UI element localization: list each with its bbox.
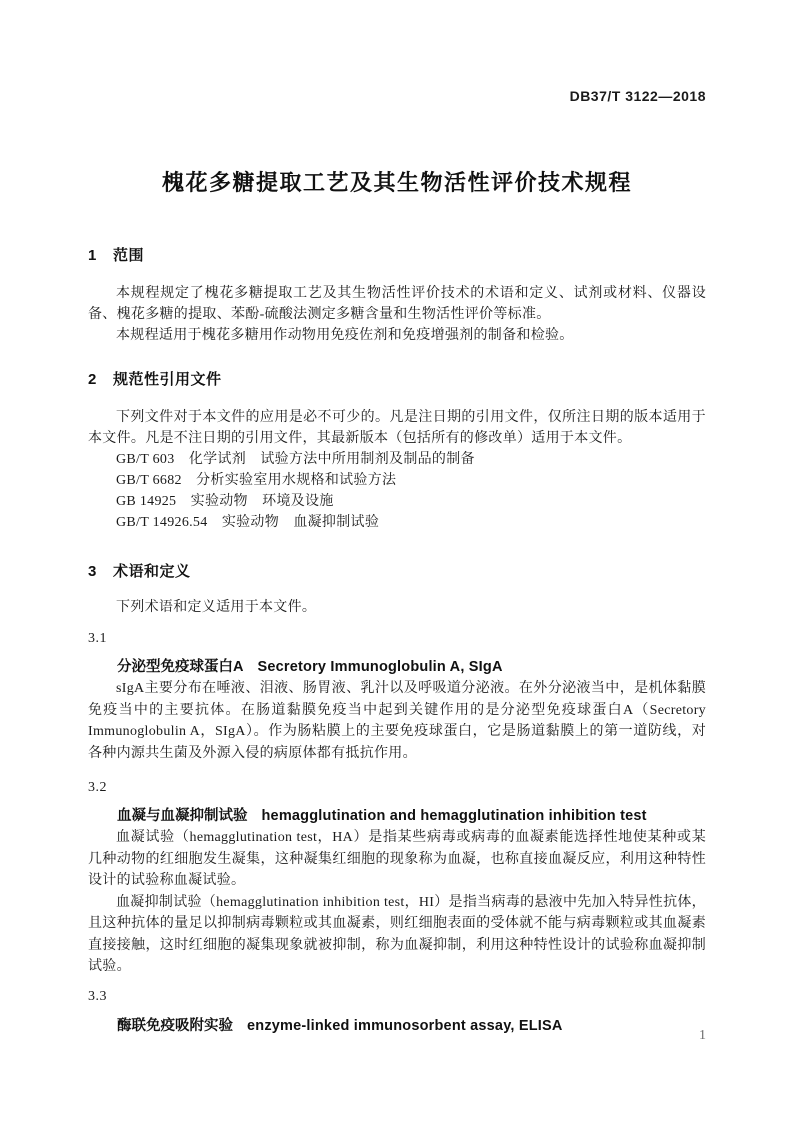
term-3-2-definition-1: 血凝试验（hemagglutination test，HA）是指某些病毒或病毒的血凝素能选择性地使某种或某几种动物的红细胞发生凝集，这种凝集红细胞的现象称为血凝，也称直接血凝反应，利用这种特性设计的试验称血凝试验。: [88, 830, 706, 888]
term-3-1-zh: 分泌型免疫球蛋白A: [117, 659, 244, 675]
section-3-heading: [88, 562, 706, 582]
section-3-title: 术语和定义: [113, 563, 191, 580]
section-2-title: 规范性引用文件: [113, 371, 222, 388]
term-3-2-definition-2: 血凝抑制试验（hemagglutination inhibition test，HI）是指当病毒的悬液中先加入特异性抗体，且这种抗体的量足以抑制病毒颗粒或其血凝素，则红细胞表面的受体就不能与病毒颗粒或其血凝素直接接触，这时红细胞的凝集现象就被抑制，称为血凝抑制，利用这种特性设计的试验称血凝抑制试验。: [88, 894, 706, 974]
page-number: 1: [699, 1028, 706, 1043]
section-2-paragraph-1: 下列文件对于本文件的应用是必不可少的。凡是注日期的引用文件，仅所注日期的版本适用于本文件。凡是不注日期的引用文件，其最新版本（包括所有的修改单）适用于本文件。: [88, 410, 706, 446]
term-3-2-heading: [88, 805, 706, 827]
section-1-paragraph-1: 本规程规定了槐花多糖提取工艺及其生物活性评价技术的术语和定义、试剂或材料、仪器设备、槐花多糖的提取、苯酚-硫酸法测定多糖含量和生物活性评价等标准。: [88, 286, 706, 322]
section-3-number: 3: [88, 563, 97, 580]
term-3-2-number: 3.2: [88, 780, 107, 795]
section-2-number: 2: [88, 371, 97, 388]
section-1-number: 1: [88, 247, 97, 264]
reference-item: GB/T 6682 分析实验室用水规格和试验方法: [116, 473, 397, 488]
reference-item: GB/T 603 化学试剂 试验方法中所用制剂及制品的制备: [116, 452, 475, 467]
section-2-heading: [88, 370, 706, 390]
section-1-title: 范围: [113, 247, 145, 264]
term-3-1-en: Secretory Immunoglobulin A, SIgA: [257, 659, 503, 675]
section-1-paragraph-2: 本规程适用于槐花多糖用作动物用免疫佐剂和免疫增强剂的制备和检验。: [116, 328, 574, 343]
term-3-3-en: enzyme-linked immunosorbent assay, ELISA: [247, 1017, 563, 1034]
document-title: 槐花多糖提取工艺及其生物活性评价技术规程: [161, 170, 632, 195]
section-1-heading: [88, 246, 706, 266]
term-3-2-zh: 血凝与血凝抑制试验: [117, 808, 248, 824]
term-3-1-definition: sIgA主要分布在唾液、泪液、肠胃液、乳汁以及呼吸道分泌液。在外分泌液当中，是机体黏膜免疫当中的主要抗体。在肠道黏膜免疫当中起到关键作用的是分泌型免疫球蛋白A（Secretory Immunoglobulin A，SIgA）。作为肠粘膜上的主要免疫球蛋白，它是肠道黏膜上的第一道防线，对各种内源共生菌及外源入侵的病原体都有抵抗作用。: [88, 681, 706, 761]
term-3-1-heading: [88, 656, 706, 678]
term-3-3-number: 3.3: [88, 988, 107, 1004]
reference-item: GB/T 14926.54 实验动物 血凝抑制试验: [116, 515, 380, 530]
term-3-1-number: 3.1: [88, 631, 107, 646]
term-3-3-heading: [88, 1015, 706, 1037]
term-3-3-zh: 酶联免疫吸附实验: [117, 1017, 233, 1034]
normative-references-list: [88, 449, 706, 533]
section-3-intro: 下列术语和定义适用于本文件。: [116, 600, 317, 615]
term-3-2-en: hemagglutination and hemagglutination inhibition test: [261, 808, 647, 824]
reference-item: GB 14925 实验动物 环境及设施: [116, 494, 334, 509]
header-doc-code: DB37/T 3122—2018: [569, 88, 706, 104]
